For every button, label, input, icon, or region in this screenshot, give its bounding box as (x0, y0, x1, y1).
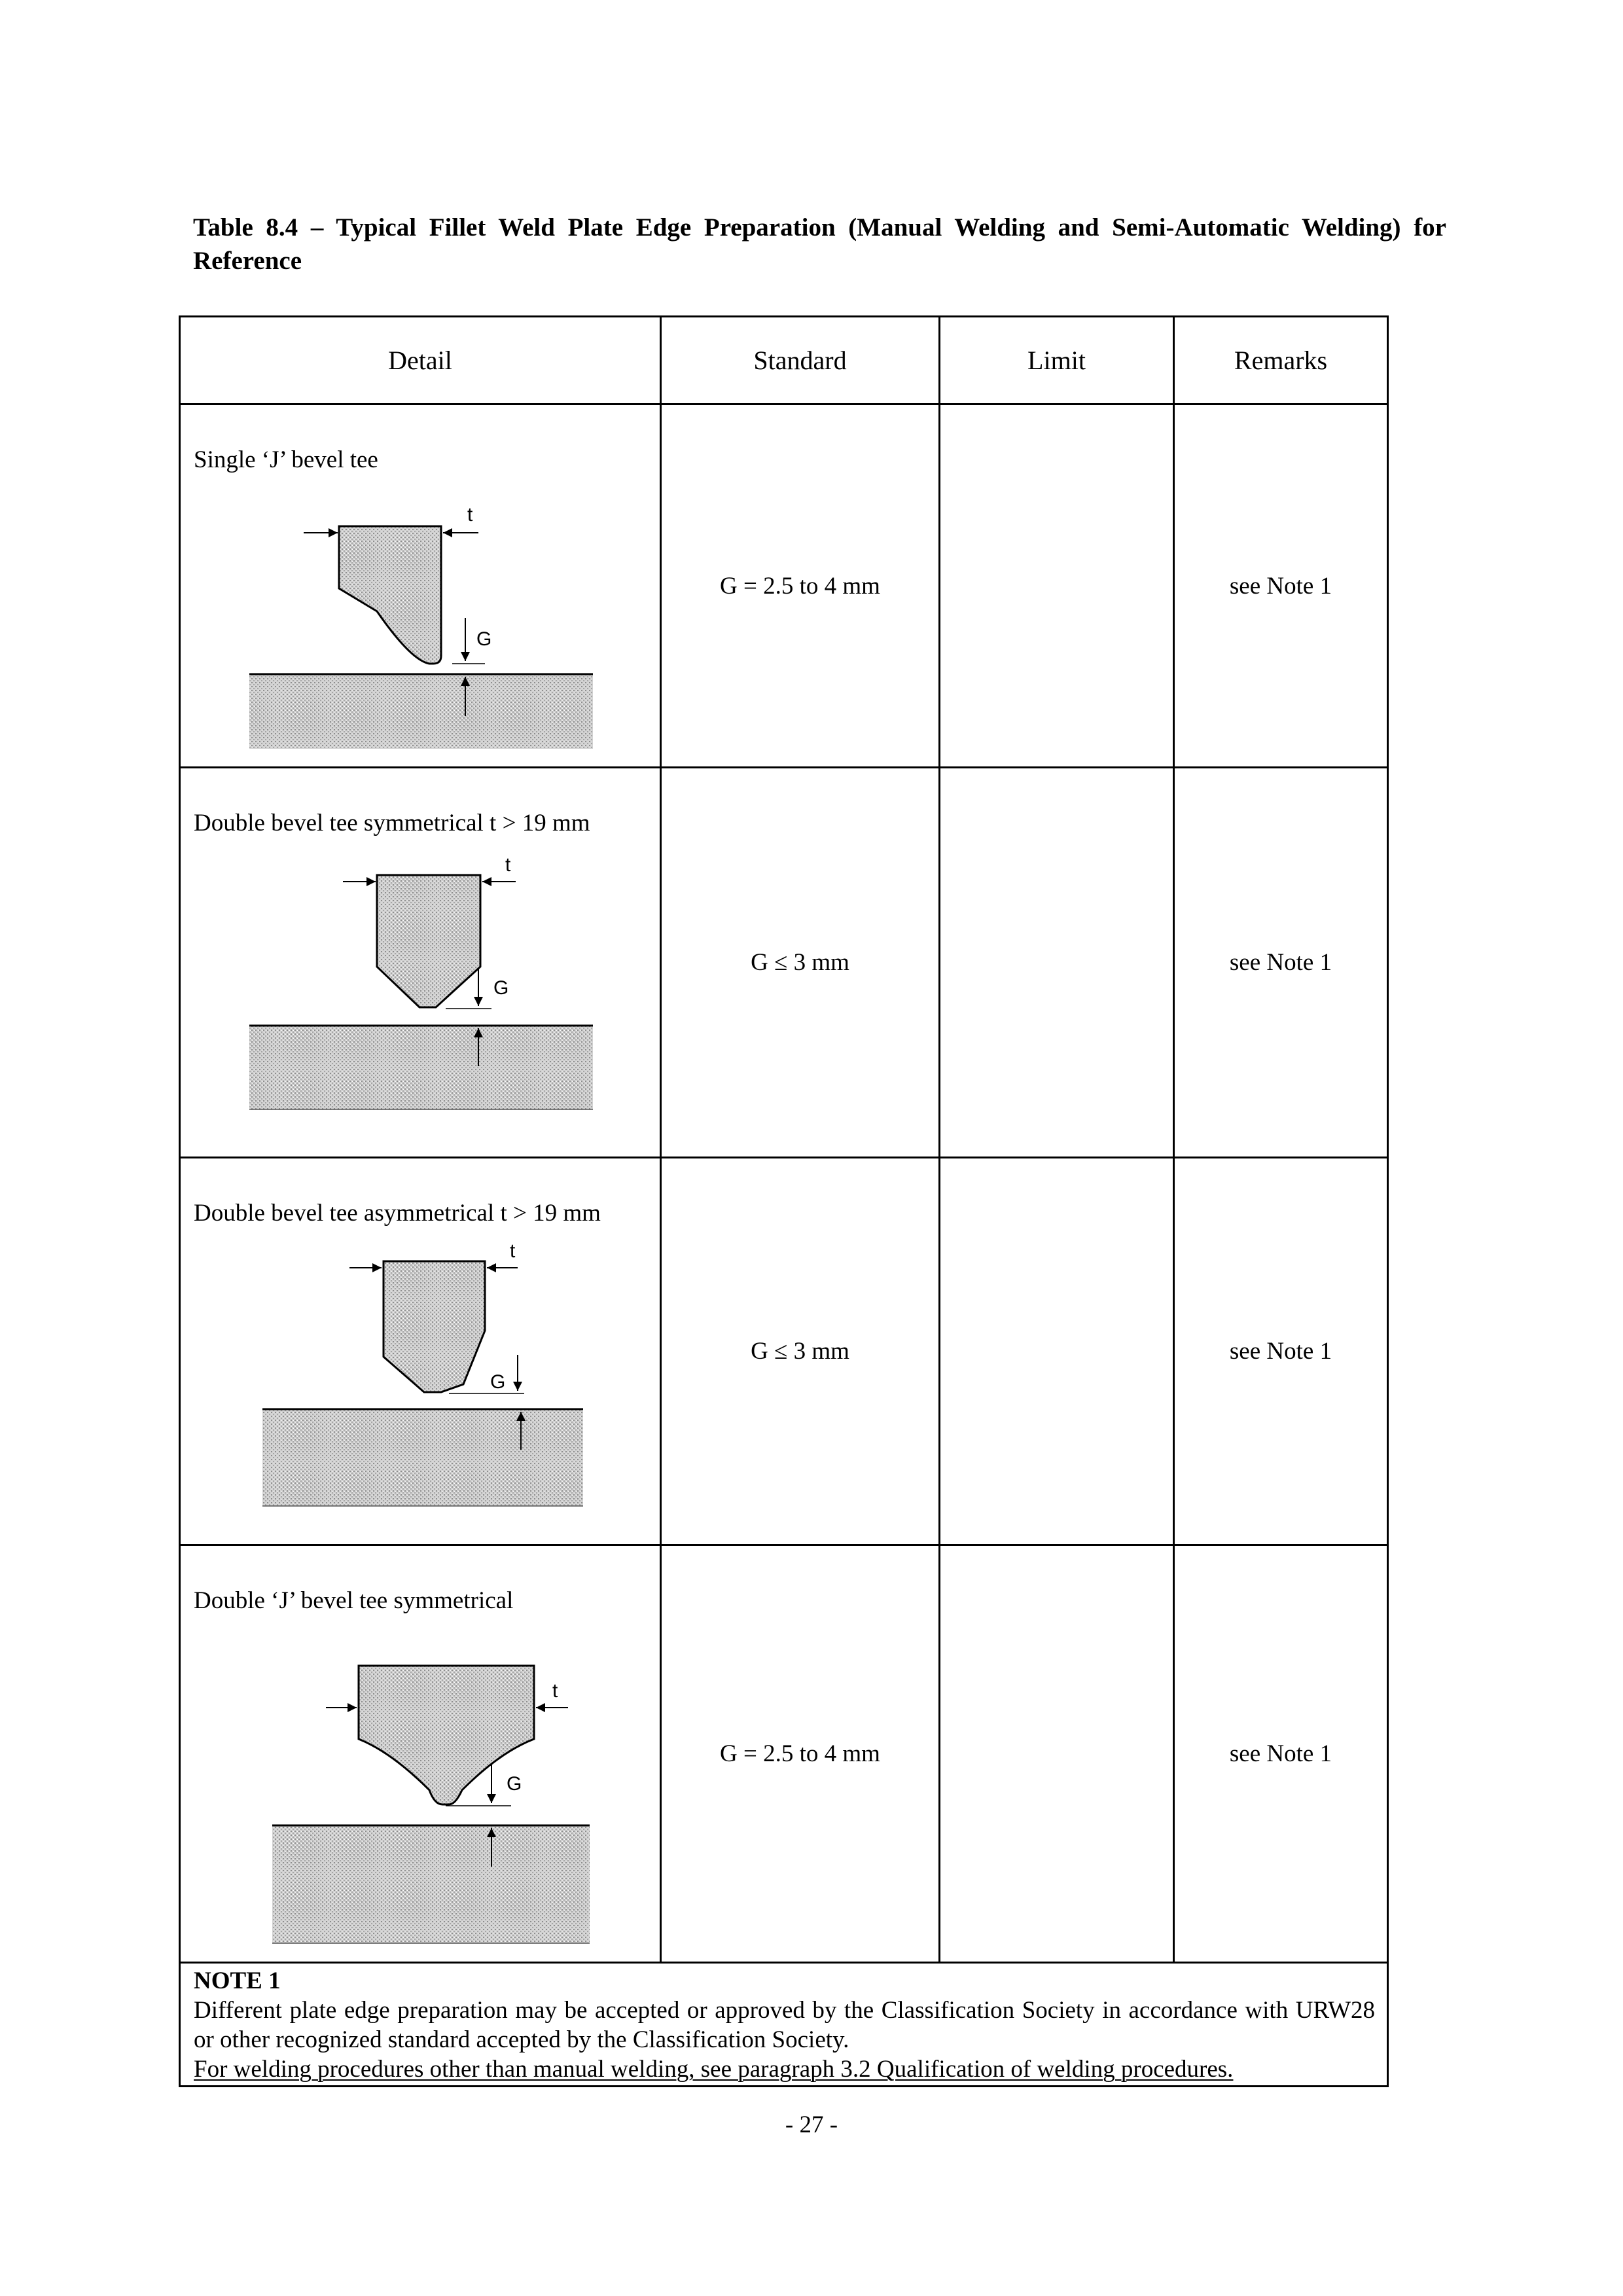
detail-label: Double bevel tee asymmetrical t > 19 mm (194, 1200, 601, 1227)
header-standard: Standard (661, 317, 940, 404)
table-header-row (180, 317, 1388, 404)
remarks-cell: see Note 1 (1174, 1158, 1388, 1545)
standard-cell: G ≤ 3 mm (661, 1158, 940, 1545)
page-number: - 27 - (785, 2111, 838, 2138)
standard-cell: G = 2.5 to 4 mm (661, 404, 940, 768)
remarks-cell: see Note 1 (1174, 1545, 1388, 1963)
table-row (180, 404, 1388, 768)
detail-label: Double ‘J’ bevel tee symmetrical (194, 1587, 514, 1614)
standard-cell: G = 2.5 to 4 mm (661, 1545, 940, 1963)
limit-cell (940, 404, 1174, 768)
edge-preparation-table (179, 315, 1389, 2087)
t-dimension-label: t (552, 1680, 558, 1702)
g-dimension-label: G (493, 977, 509, 999)
page-title: Table 8.4 – Typical Fillet Weld Plate Edge Preparation (Manual Welding and Semi-Automatic Welding) for Reference (193, 213, 1446, 275)
header-detail: Detail (180, 317, 661, 404)
t-dimension-label: t (510, 1240, 516, 1262)
note-row (180, 1963, 1388, 2087)
limit-cell (940, 768, 1174, 1158)
note-text-procedures: For welding procedures other than manual welding, see paragraph 3.2 Qualification of welding procedures. (194, 2056, 1234, 2083)
standard-cell: G ≤ 3 mm (661, 768, 940, 1158)
limit-cell (940, 1158, 1174, 1545)
g-dimension-label: G (490, 1371, 506, 1393)
limit-cell (940, 1545, 1174, 1963)
t-dimension-label: t (467, 504, 473, 526)
g-dimension-label: G (507, 1773, 522, 1795)
header-limit: Limit (940, 317, 1174, 404)
header-remarks: Remarks (1174, 317, 1388, 404)
note-cell (180, 1963, 1388, 2087)
table-row (180, 1158, 1388, 1545)
t-dimension-label: t (505, 854, 511, 876)
remarks-cell: see Note 1 (1174, 404, 1388, 768)
remarks-cell: see Note 1 (1174, 768, 1388, 1158)
detail-cell (180, 1545, 661, 1963)
note-text: Different plate edge preparation may be accepted or approved by the Classification Society in accordance with URW28 or other recognized standard accepted by the Classification Society. (194, 1997, 1375, 2053)
detail-cell (180, 768, 661, 1158)
detail-label: Single ‘J’ bevel tee (194, 446, 378, 473)
g-dimension-label: G (476, 628, 492, 650)
double-bevel-symmetrical-figure (181, 837, 662, 1138)
detail-cell (180, 404, 661, 768)
table-row (180, 1545, 1388, 1963)
double-bevel-asymmetrical-figure (181, 1227, 662, 1528)
single-j-bevel-figure (181, 474, 662, 749)
detail-label: Double bevel tee symmetrical t > 19 mm (194, 810, 590, 836)
double-j-bevel-symmetrical-figure (181, 1615, 662, 1948)
table-row (180, 768, 1388, 1158)
note-title: NOTE 1 (194, 1967, 281, 1994)
detail-cell (180, 1158, 661, 1545)
